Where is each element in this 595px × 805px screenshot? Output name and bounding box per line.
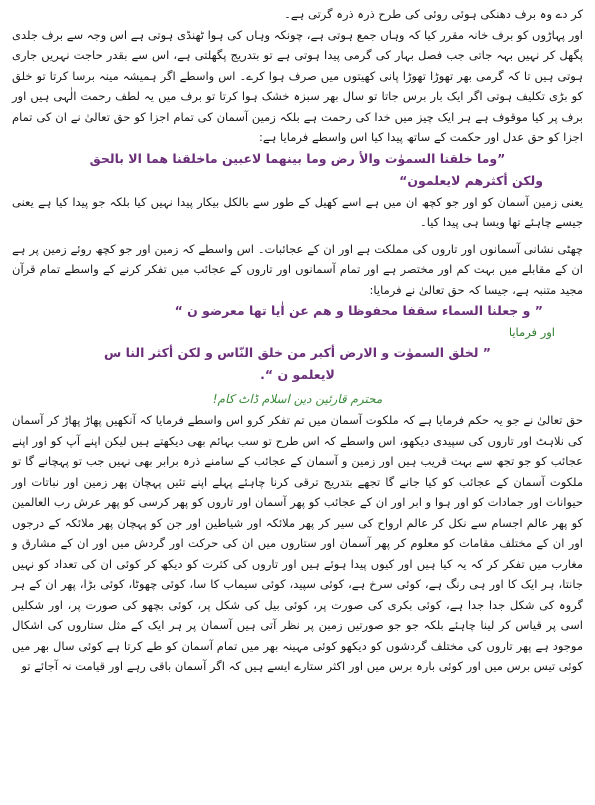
quran-verse-1-line-2: ولكن أكثرهم لايعلمون“ [399, 172, 543, 188]
quran-verse-3-line-2: لايعلمو ن “. [260, 367, 335, 382]
paragraph-6: حق تعالیٰ نے جو یہ حکم فرمایا ہے کہ ملکوت آسمان میں تم تفکر کرو اس واسطے فرمایا کہ آنکھیں پھاڑ پھاڑ کر آسمان کی نلاہٹ اور تاروں کی سپیدی دیکھو، اس واسطے کہ اس طرح تو سب بہائم بھی دیکھتے ہیں لیکن اپنے آپ کو اور اپنے عجائب کو جو تجھ سے بہت قریب ہیں اور زمین و آسمان کے عجائب کے سامنے ذرہ برابر بھی نہیں جب تو پہچانے گا تو ملکوت آسمان کے عجائب کو کیا جانے گا تجھے بتدریج ترقی کرنا چاہئے پہلے اپنے تئیں پہچان پھر زمین اور نباتات اور حیوانات اور جمادات کو اور ہوا و ابر اور ان کے عجائب کو پھر آسمان اور تاروں کو پھر کرسی کو پھر عرش رب العالمین کو پھر عالم اجسام سے نکل کر عالم ارواح کی سیر کر پھر ملائکہ اور شیاطین اور جن کو پہچان پھر ملائکہ کے درجوں اور ان کے مختلف مقامات کو معلوم کر پھر آسمان اور ستاروں میں ان کی حرکت اور گردش میں اور ان کے مشارق و مغارب میں تفکر کر کہ یہ کیا ہیں اور کیوں پیدا ہوئے ہیں اور تاروں کی کثرت کو دیکھ کر کوئی ان کی تعداد کو نہیں جانتا، ہر ایک کا اور ہی رنگ ہے، کوئی سرخ ہے، کوئی سپید، کوئی سیماب کا سا، کوئی چھوٹا، کوئی بڑا، پھر ان کے ہر گروہ کی شکل جدا جدا ہے، کوئی بکری کی صورت پر، کوئی بیل کی شکل پر، کوئی بچھو کی صورت پر، اور شکلیں اسی پر قیاس کر لینا چاہئے بلکہ جو جو صورتیں زمین پر نظر آتی ہیں آسمان پر ہر ایک کے مثل ستاروں کی اشکال موجود ہے پھر تاروں کی مختلف گردشوں کو دیکھو کوئی مہینہ بھر میں تمام آسمان کو طے کرتا ہے کوئی سال بھر میں کوئی تیس برس میں اور کوئی بارہ برس میں اور اکثر ستارے ایسے ہیں کہ اگر آسمان باقی رہے اور قیامت نہ آجائے تو [12, 413, 583, 673]
paragraph-3: یعنی زمین آسمان کو اور جو کچھ ان میں ہے اسے کھیل کے طور سے بالکل بیکار پیدا نہیں کیا بلکہ جو پیدا کیا ہے یعنی جیسے چاہئے تھا ویسا ہی پیدا کیا۔ [12, 194, 583, 229]
paragraph-2: اور پہاڑوں کو برف خانہ مقرر کیا کہ وہاں جمع ہوتی ہے، چونکہ وہاں کی ہوا ٹھنڈی ہوتی ہے اس وجہ سے برف جلدی پگھل کر نہیں بہہ جاتی جب فصل بہار کی گرمی پیدا ہوتی ہے تو بتدریج پگھلتی ہے، اس سے بقدر حاجت نہریں جاری ہوتی ہیں تا کہ گرمی بھر تھوڑا تھوڑا پانی کھیتوں میں صرف ہوا کرے۔ اس واسطے اگر ہمیشہ مینہ برسا کرتا تو خلق کو بڑی تکلیف ہوتی اگر ایک بار برس جاتا تو سال بھر سبزہ خشک ہوا کرتا تو برف میں یہ لطف رحمت الٰہی ہیں اور برف پر کیا موقوف ہے ہر ایک چیز میں خدا کی رحمت ہے بلکہ زمین آسمان کی تمام اجزا کو حق تعالیٰ نے ان کی تمام اجزا کو حق عدل اور حکمت کے ساتھ پیدا کیا اس واسطے فرمایا ہے: [11, 27, 583, 144]
quran-verse-3-line-1: ” لخلق السموٰت و الارض أكبر من خلق النّاس و لكن أكثر النا س [104, 345, 491, 360]
paragraph-1: کر دے وہ برف دھنکی ہوئی روئی کی طرح ذرہ ذرہ گرتی ہے۔ [284, 7, 583, 21]
quran-verse-2: ” و جعلنا السماء سقفا محفوظا و هم عن اٰيا تها معرضو ن “ [174, 303, 543, 318]
paragraph-4: چھٹی نشانی آسمانوں اور تاروں کی مملکت ہے اور ان کے عجائبات۔ اس واسطے کہ زمین اور جو کچھ روئے زمین پر ہے ان کے مقابلے میں بہت کم اور مختصر ہے اور تمام آسمانوں اور تاروں کے عجائب میں تفکر کرنے کے واسطے تمام قرآن مجید متنبہ ہے، جیسا کہ حق تعالیٰ نے فرمایا: [12, 241, 583, 297]
and-said-label: اور فرمایا [508, 325, 555, 339]
readers-notice: محترم قارئین دین اسلام ڈاٹ کام! [212, 392, 383, 406]
quran-verse-1-line-1: ”وما خلقنا السموٰت والأ رض وما بينهما لاعبين ماخلقنا هما الا بالحق [89, 150, 506, 166]
